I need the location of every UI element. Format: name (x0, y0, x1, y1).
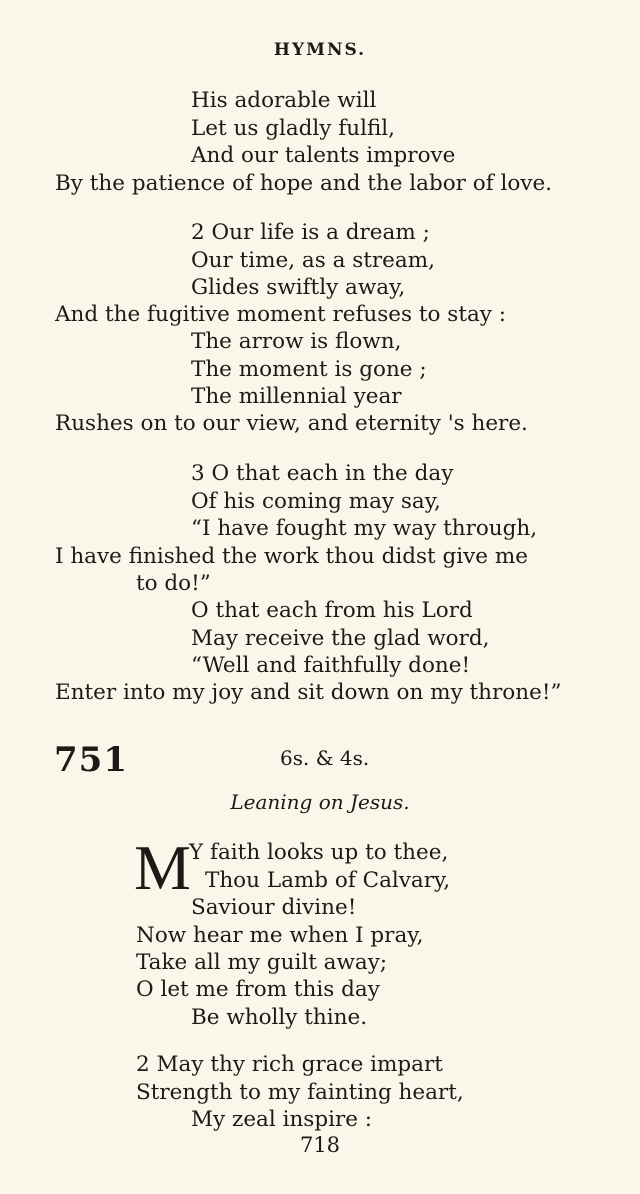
verse-line: And the fugitive moment refuses to stay : (55, 302, 507, 327)
verse-line: Thou Lamb of Calvary, (205, 868, 451, 893)
verse-line: 2 May thy rich grace impart (136, 1052, 443, 1077)
verse-line: Be wholly thine. (191, 1005, 368, 1030)
verse-line: I have finished the work thou didst give me (55, 544, 528, 569)
verse-line: “I have fought my way through, (191, 516, 538, 541)
verse-line: May receive the glad word, (191, 626, 490, 651)
hymn-title: Leaning on Jesus. (230, 790, 410, 814)
hymn-meter: 6s. & 4s. (280, 746, 370, 770)
verse-line: And our talents improve (191, 143, 456, 168)
verse-line: 3 O that each in the day (191, 461, 454, 486)
verse-line: O that each from his Lord (191, 598, 473, 623)
verse-line: Strength to my fainting heart, (136, 1080, 464, 1105)
verse-line: Glides swiftly away, (191, 275, 406, 300)
page-number: 718 (299, 1133, 341, 1157)
verse-line: Our time, as a stream, (191, 248, 435, 273)
verse-line: to do!” (136, 571, 211, 596)
verse-line: The moment is gone ; (191, 357, 427, 382)
verse-line: My zeal inspire : (191, 1107, 373, 1132)
verse-line: The millennial year (191, 384, 402, 409)
verse-line: By the patience of hope and the labor of love. (55, 171, 553, 196)
verse-line: Rushes on to our view, and eternity 's here. (55, 411, 528, 436)
verse-line: Of his coming may say, (191, 489, 441, 514)
verse-line: Saviour divine! (191, 895, 357, 920)
verse-line: Let us gladly fulfil, (191, 116, 395, 141)
verse-line: 2 Our life is a dream ; (191, 220, 430, 245)
verse-line: The arrow is flown, (191, 329, 402, 354)
verse-line: His adorable will (191, 88, 377, 113)
verse-line: Take all my guilt away; (136, 950, 388, 975)
running-header: HYMNS. (273, 40, 367, 60)
drop-cap: M (134, 832, 191, 903)
hymn-number: 751 (54, 740, 128, 780)
verse-line: O let me from this day (136, 977, 380, 1002)
verse-line: Y faith looks up to thee, (189, 840, 449, 865)
verse-line: “Well and faithfully done! (191, 653, 471, 678)
verse-line: Now hear me when I pray, (136, 923, 424, 948)
verse-line: Enter into my joy and sit down on my throne!” (55, 680, 562, 705)
